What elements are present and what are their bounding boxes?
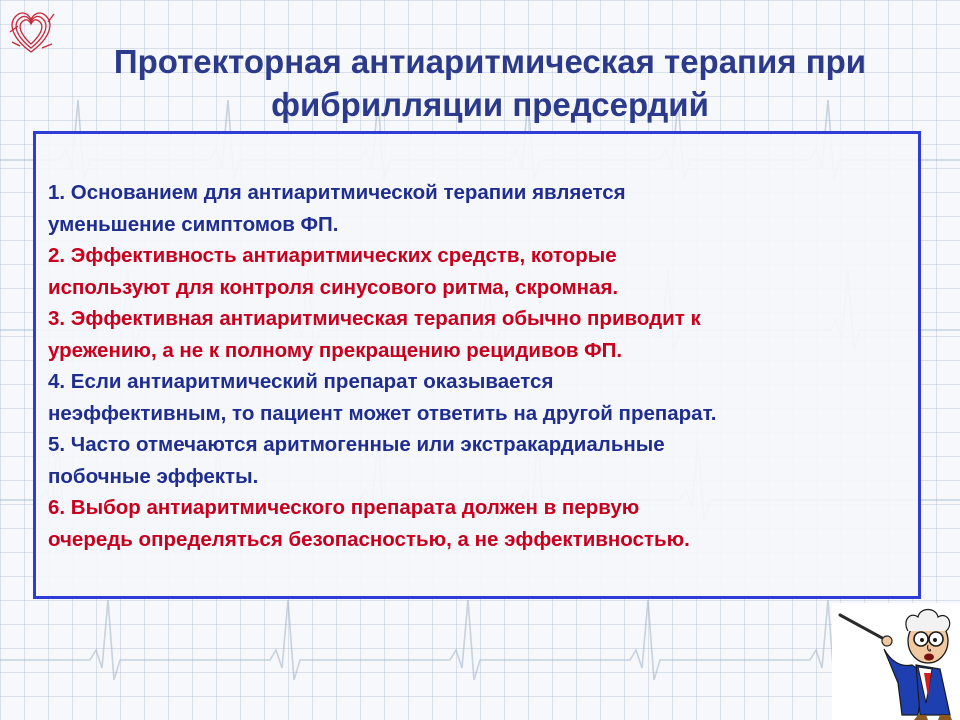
- title-line-2: фибрилляции предсердий: [271, 86, 709, 123]
- item-3-line-1: 3. Эффективная антиаритмическая терапия обычно приводит к: [48, 307, 701, 330]
- list-item-4: [48, 366, 918, 429]
- item-2-line-1: 2. Эффективность антиаритмических средств, которые: [48, 244, 617, 267]
- item-5-line-1: 5. Часто отмечаются аритмогенные или экстракардиальные: [48, 433, 665, 456]
- list-item-6: [48, 492, 918, 555]
- list-item-3: [48, 303, 918, 366]
- list-item-2: [48, 240, 918, 303]
- professor-with-pointer-icon: [832, 603, 960, 720]
- list-item-1: [48, 177, 918, 240]
- item-1-line-2: уменьшение симптомов ФП.: [48, 212, 339, 236]
- item-4-line-2: неэффективным, то пациент может ответить на другой препарат.: [48, 401, 717, 425]
- list-item-5: [48, 429, 918, 492]
- title-line-1: Протекторная антиаритмическая терапия при: [113, 43, 867, 80]
- item-3-line-2: урежению, а не к полному прекращению рецидивов ФП.: [48, 338, 623, 362]
- item-1-line-1: 1. Основанием для антиаритмической терапии является: [48, 181, 626, 204]
- item-list: [48, 177, 918, 555]
- item-6-line-2: очередь определяться безопасностью, а не эффективностью.: [48, 527, 690, 551]
- item-2-line-2: используют для контроля синусового ритма, скромная.: [48, 275, 619, 299]
- item-4-line-1: 4. Если антиаритмический препарат оказывается: [48, 370, 554, 393]
- heart-doodle-icon: [2, 2, 60, 60]
- item-6-line-1: 6. Выбор антиаритмического препарата должен в первую: [48, 496, 640, 519]
- item-5-line-2: побочные эффекты.: [48, 464, 259, 488]
- content-box: [33, 131, 921, 599]
- slide-title: [60, 40, 920, 126]
